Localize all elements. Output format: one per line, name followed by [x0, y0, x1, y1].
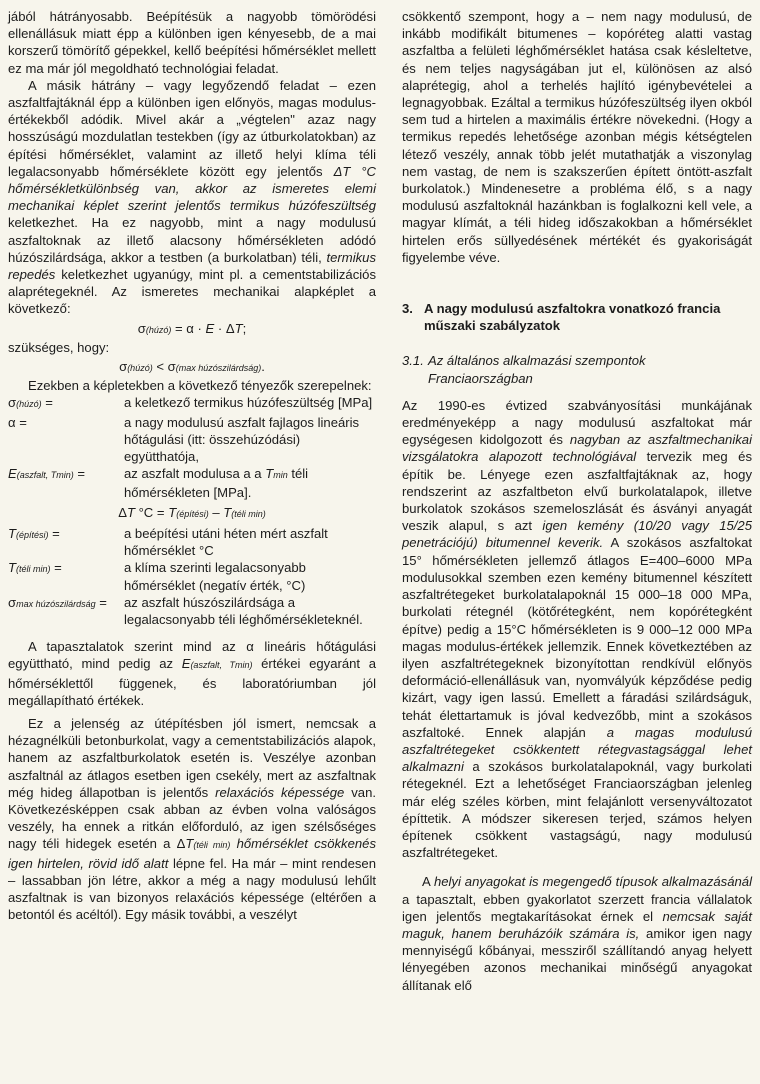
subsection-heading: [402, 352, 752, 386]
section-title: A nagy modulusú aszfaltokra vonatkozó francia műszaki szabályzatok: [424, 301, 721, 334]
variable-symbol: σmax húzószilárdság =: [8, 594, 107, 610]
variable-definition: [8, 594, 376, 628]
right-column: [402, 8, 752, 994]
paragraph: Az 1990-es évtized szabványosítási munkájának eredményeképp a nagy modulusú aszfaltokat már egységesen kidolgozott és nagyban az aszfaltmechanikai vizsgálatokra alapozott technológiával tervezik meg és építik be. Lényege ezen aszfaltfajtáknak az, hogy rendszerint az aszfaltbeton elvű burkolatalapok, illetve burkolatok szokásos szemeloszlását és ásványi anyagát veszik alapul, s azt igen kemény (10/20 vagy 15/25 penetrációjú) bitumennel keverik. A szokásos aszfaltokat 15° hőmérsékleten jellemző átlagos E=400–6000 MPa modulusokkal szemben ezen kemény bitumennel készített aszfaltrétegeket burkolatalapoknál 15 000–18 000 MPa, burkolati rétegnél (kötőrétegként, nem kopórétegként építve) pedig a 15°C hőmérsékleten is 9 000–12 000 MPa magas modulus-értékek jellemzik. Ennek következtében az ilyen aszfaltrétegeknek bizonyítottan rendkívül előnyös deformáció-ellenállásuk van, nyomvályúk képződése pedig kizárt, vagy igen lassú. Emellett a fáradási szilárdságuk, tehát élettartamuk is jóval kedvezőbb, mint a szokásos aszfaltoké. Ennek alapján a magas modulusú aszfaltrétegeket csökkentett rétegvastagsággal lehet alkalmazni a szokásos burkolatalapoknál, vagy burkolati rétegeknél. Ezt a lehetőséget Franciaországban jelenleg már elég széles körben, mint felajánlott versenyváltozatot építtetik. A módszer sikeresen terjed, számos helyen építenek csökkent vastagságú, nagy modulusú aszfaltrétegeket.: [402, 397, 752, 861]
section-number: 3.: [402, 301, 413, 317]
variable-description: az aszfalt modulusa a a Tmin téli hőmérsékleten [MPa].: [124, 466, 309, 501]
variable-symbol: T(építési) =: [8, 525, 60, 541]
variable-symbol: σ(húzó) =: [8, 395, 53, 411]
variable-definition: [8, 465, 376, 501]
paragraph: A másik hátrány – vagy legyőzendő feladat – ezen aszfaltfajtáknál épp a különben igen előnyös, magas modulus-értékekből adódik. Mivel akár a „végtelen" azaz nagy hosszúságú mozdulatlan testekben (így az útburkolatokban) az építési hőmérséklet, valamint az illető helyi klíma téli legalacsonyabb hőmérséklete között egy jelentős ΔT °C hőmérsékletkülönbség van, akkor az ismeretes elemi mechanikai képlet szerint jelentős termikus húzófeszültség keletkezhet. Ha ez nagyobb, mint a nagy modulusú aszfaltoknak az illető alacsony hőmérsékleten adódó húzószilárdsága, akkor a testben (a burkolatban) téli, termikus repedés keletkezhet ugyanúgy, mint pl. a cementstabilizációs alaprétegeknél. Az ismeretes mechanikai alapképlet a következő:: [8, 77, 376, 317]
variable-definition: [8, 525, 376, 559]
needed-label: szükséges, hogy:: [8, 339, 110, 355]
paragraph: A tapasztalatok szerint mind az α lineáris hőtágulási együttható, mind pedig az E(aszfalt, Tmin) értékei egyaránt a hőmérséklettől függenek, és laboratóriumban jól megállapítható értékek.: [8, 639, 376, 708]
variable-description: a keletkező termikus húzófeszültség [MPa]: [124, 395, 373, 411]
variable-definition: [8, 414, 376, 466]
variable-description: a beépítési utáni héten mért aszfalt hőmérséklet °C: [124, 525, 328, 559]
variable-symbol: T(téli min) =: [8, 560, 62, 576]
left-column: [8, 8, 376, 923]
subsection-title: Az általános alkalmazási szempontok Franciaországban: [428, 353, 646, 386]
paragraph: csökkentő szempont, hogy a – nem nagy modulusú, de inkább modifikált bitumenes – kopóréteg alatti vastag aszfaltba a felületi léghőmérséklet hatása csak késleltetve, és nem teljes nagyságában jut el, különösen az alsó alaprétegig, ahol a terhelés hajlító igénybevételei a legnagyobbak. Ezáltal a termikus húzófeszültség ilyen okból sem tud a hirtelen a maximális értékre növekedni. (Hogy a termikus repedés lehetősége azonban mégis kétségtelen létező veszély, annak több jelét mutathatják a viszonylag nem vastag, de nem is szakszerűen épített öntött-aszfalt burkolatok.) Mindenesetre a probléma élő, s a nagy modulusú aszfaltoknál hazánkban is foglalkozni kell vele, a magyar klímát, a téli hideg időszakokban a hőmérséklet hirtelen erős süllyedésének mértékét és gyakoriságát figyelembe véve.: [402, 9, 752, 265]
variable-description: a nagy modulusú aszfalt fajlagos lineáris hőtágulási (itt: összehúzódási) együtthatója,: [124, 414, 360, 465]
formula-delta-t: ΔT °C = T(építési) – T(téli min): [118, 504, 266, 520]
variable-description: a klíma szerinti legalacsonyabb hőmérséklet (negatív érték, °C): [124, 560, 306, 593]
formula-condition: σ(húzó) < σ(max húzószilárdság).: [119, 359, 265, 375]
variable-definition: [8, 559, 376, 593]
variable-description: az aszfalt húszószilárdsága a legalacsonyabb téli léghőmérsékleteknél.: [124, 594, 363, 627]
variable-symbol: α =: [8, 414, 27, 430]
paragraph: Ez a jelenség az útépítésben jól ismert, nemcsak a hézagnélküli betonburkolat, vagy a cementstabilizációs alapok, hanem az aszfaltburkolatok esetén is. Veszélye azonban aszfaltnál az átlagos esetben igen csekély, mert az aszfaltnak még hideg állapotban is jelentős relaxációs képessége van. Következésképpen csak abban az évben volna valóságos veszély, ha ennek a ritkán előforduló, az igen szélsőséges nagy téli hidegek esetén a ΔT(téli min) hőmérséklet csökkenés igen hirtelen, rövid idő alatt lépne fel. Ha már – mint rendesen – lassabban jön létre, akkor a még a nagy modulusú lehűlt aszfaltnak is van bizonyos relaxációs képessége (eltérően a betontól és acéltól). Egy másik további, a veszélyt: [8, 715, 376, 923]
variable-symbol: E(aszfalt, Tmin) =: [8, 466, 86, 482]
section-heading: [402, 300, 752, 334]
paragraph: A helyi anyagokat is megengedő típusok alkalmazásánál a tapasztalt, ebben gyakorlatot szerzett francia vállalatok igen jelentős megtakarításokat érnek el nemcsak saját maguk, hanem beruházóik számára is, amikor igen nagy mennyiségű kőbányai, messziről szállítandó anyag helyett lényegében azonos mechanikai minőségű anyagokat állítanak elő: [402, 874, 752, 993]
variable-definition: [8, 394, 376, 413]
paragraph-intro: jából hátrányosabb. Beépítésük a nagyobb tömörödési ellenállásuk miatt épp a különben igen kényesebb, de a mai korszerű tömörítő gépekkel, kellő beépítési hőmérséklet mellett ez ma már jól megoldható technológiai feladat.: [8, 9, 376, 76]
subsection-number: 3.1.: [402, 353, 424, 369]
formula-thermal-stress: σ(húzó) = α · E · ΔT;: [137, 320, 247, 336]
paragraph: Ezekben a képletekben a következő tényezők szerepelnek:: [28, 378, 372, 394]
